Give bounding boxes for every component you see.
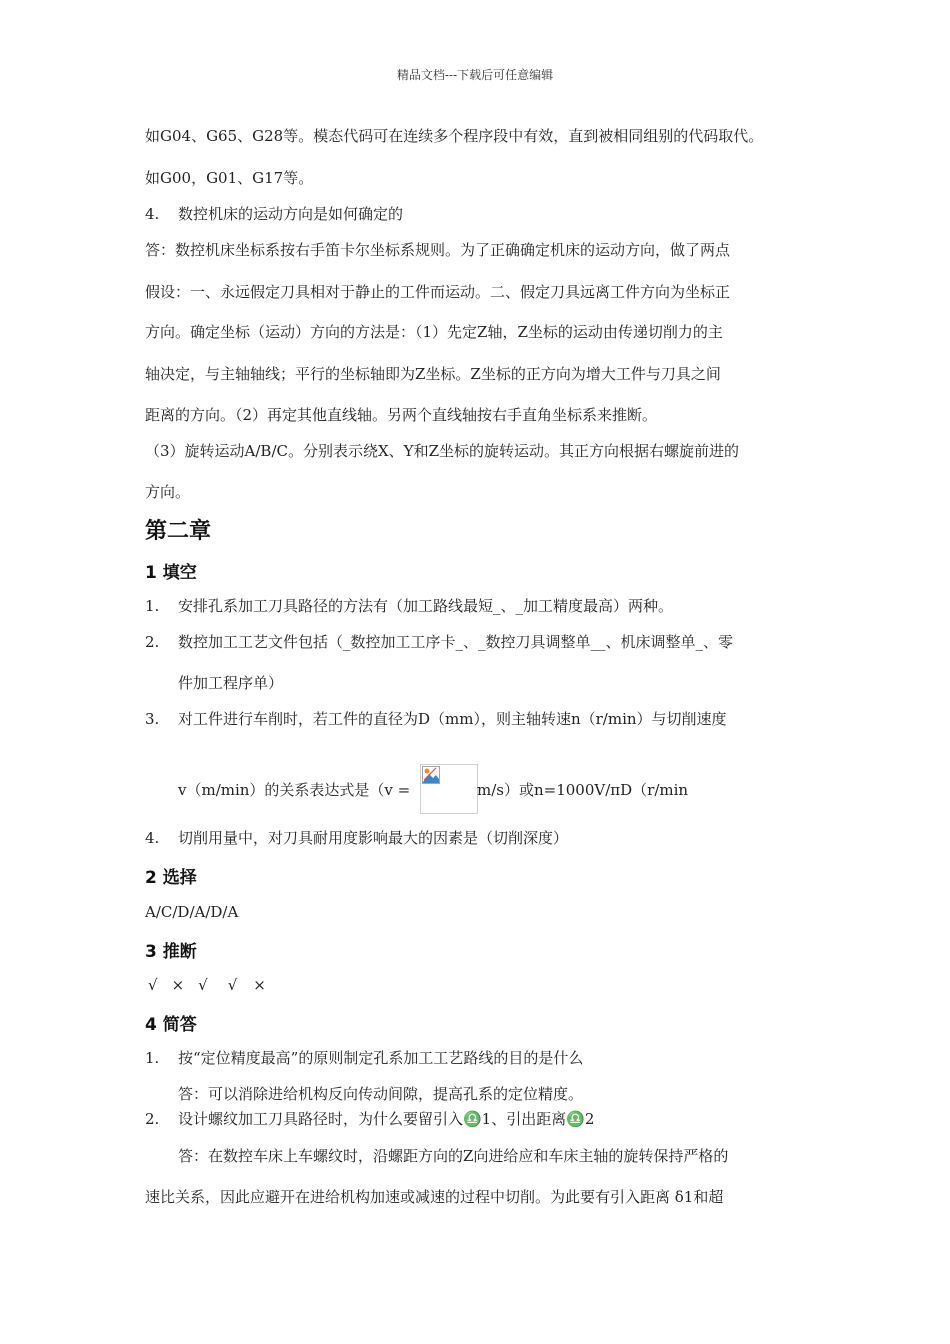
answer-line: 方向。确定坐标（运动）方向的方法是：（1）先定Z轴，Z坐标的运动由传递切削力的主 (145, 323, 723, 341)
chapter-title: 第二章 (145, 519, 212, 544)
section-heading-choice: 2 选择 (145, 868, 197, 888)
section-heading-fill: 1 填空 (145, 563, 197, 583)
answer-line: 方向。 (145, 483, 191, 501)
question-4 (145, 204, 403, 224)
item-text: 数控加工工艺文件包括（_数控加工工序卡_、_数控刀具调整单__、机床调整单_、零 (178, 633, 734, 651)
item-number: 1. (145, 1049, 160, 1067)
answer-line: （3）旋转运动A/B/C。分别表示绕X、Y和Z坐标的旋转运动。其正方向根据右螺旋前进的 (145, 442, 739, 460)
judge-mark: × (253, 976, 266, 994)
page-header: 精品文档---下载后可任意编辑 (396, 68, 554, 82)
answer-line: 答：数控机床坐标系按右手笛卡尔坐标系规则。为了正确确定机床的运动方向，做了两点 (145, 241, 731, 259)
question-title: 数控机床的运动方向是如何确定的 (178, 205, 404, 223)
fill-item-1 (145, 596, 673, 616)
formula-image-placeholder (420, 764, 478, 814)
item-number: 4. (145, 829, 160, 847)
item-number: 3. (145, 710, 160, 728)
question-text: 设计螺纹加工刀具路径时，为什么要留引入♎1、引出距离♎2 (178, 1110, 595, 1128)
question-number: 4. (145, 205, 160, 223)
short-question-2 (145, 1109, 594, 1129)
short-answer-2-continuation: 速比关系，因此应避开在进给机构加速或减速的过程中切削。为此要有引入距离 δ1和超 (145, 1188, 724, 1206)
item-number: 2. (145, 633, 160, 651)
fill-item-4 (145, 828, 568, 848)
item-text: 安排孔系加工刀具路径的方法有（加工路线最短_、_加工精度最高）两种。 (178, 597, 674, 615)
short-answer-2: 答：在数控车床上车螺纹时，沿螺距方向的Z向进给应和车床主轴的旋转保持严格的 (178, 1147, 729, 1165)
answer-line: 距离的方向。（2）再定其他直线轴。另两个直线轴按右手直角坐标系来推断。 (145, 406, 658, 424)
fill-item-2 (145, 632, 733, 652)
short-question-1 (145, 1048, 583, 1068)
formula-prefix: v（m/min）的关系表达式是（v = (178, 781, 411, 799)
answer-line: 轴决定，与主轴轴线；平行的坐标轴即为Z坐标。Z坐标的正方向为增大工件与刀具之间 (145, 365, 721, 383)
fill-item-2-continuation: 件加工程序单） (178, 674, 284, 692)
section-heading-judge: 3 推断 (145, 942, 197, 962)
intro-line-2: 如G00，G01、G17等。 (145, 169, 314, 187)
item-number: 2. (145, 1110, 160, 1128)
judge-marks (148, 975, 280, 995)
item-text: 切削用量中，对刀具耐用度影响最大的因素是（切削深度） (178, 829, 569, 847)
question-text: 按“定位精度最高”的原则制定孔系加工工艺路线的目的是什么 (178, 1049, 584, 1067)
short-answer-1: 答：可以消除进给机构反向传动间隙，提高孔系的定位精度。 (178, 1085, 584, 1103)
intro-line-1: 如G04、G65、G28等。模态代码可在连续多个程序段中有效，直到被相同组别的代码取代。 (145, 127, 764, 145)
answer-line: 假设：一、永远假定刀具相对于静止的工件而运动。二、假定刀具远离工件方向为坐标正 (145, 283, 731, 301)
choice-answers: A/C/D/A/D/A (145, 903, 239, 921)
judge-mark: √ (198, 976, 208, 994)
judge-mark: √ (148, 976, 158, 994)
section-heading-short-answer: 4 简答 (145, 1015, 197, 1035)
broken-image-icon (422, 766, 440, 784)
fill-item-3 (145, 709, 727, 729)
judge-mark: × (171, 976, 185, 994)
judge-mark: √ (227, 976, 238, 994)
item-number: 1. (145, 597, 160, 615)
formula-suffix: m/s）或n=1000V/πD（r/min (477, 781, 689, 799)
item-text: 对工件进行车削时，若工件的直径为D（mm），则主轴转速n（r/min）与切削速度 (178, 710, 727, 728)
